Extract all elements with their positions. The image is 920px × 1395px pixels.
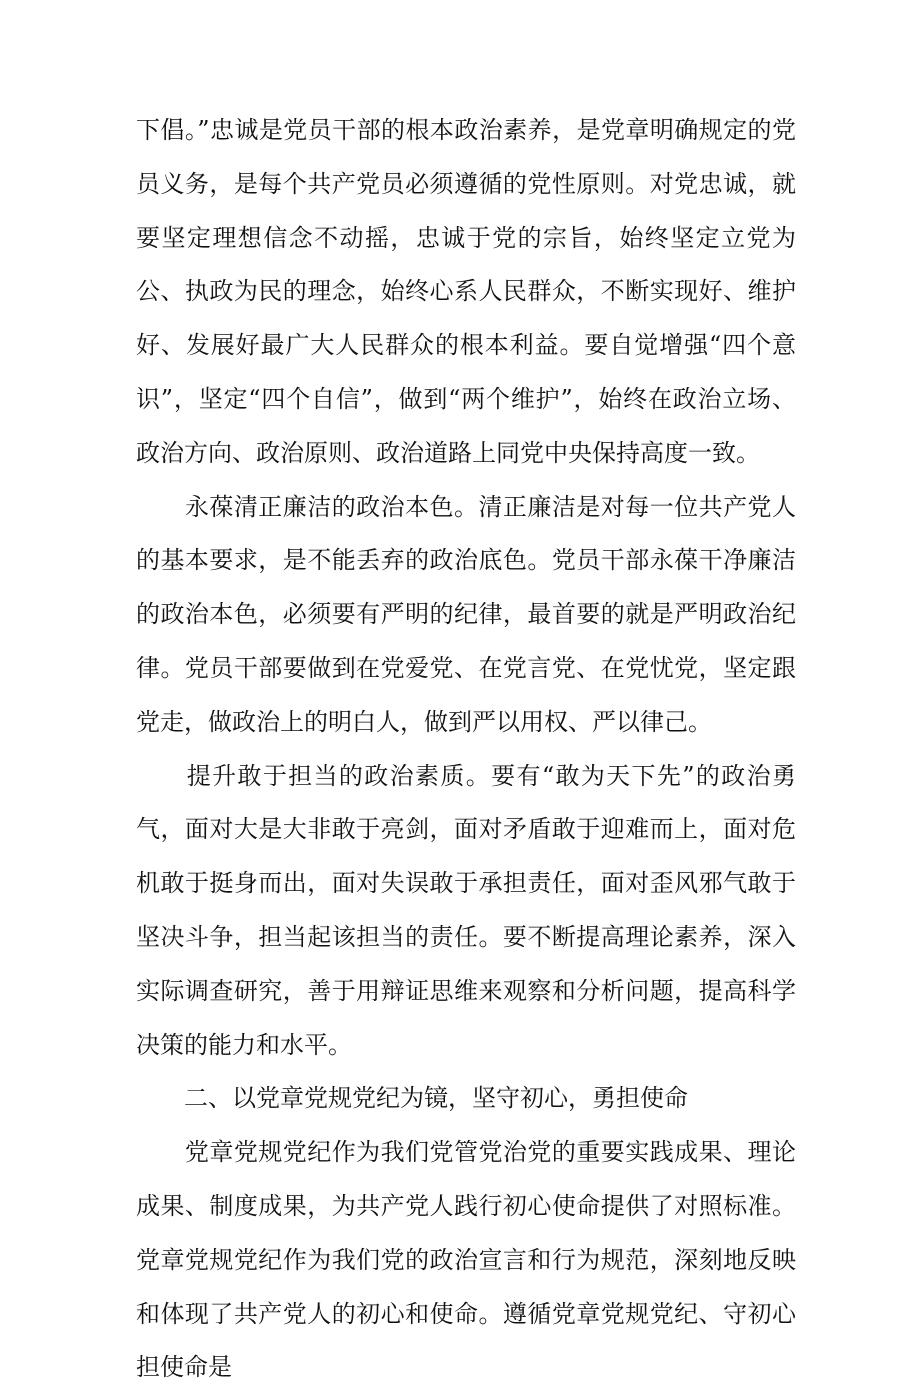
- paragraph-integrity: 永葆清正廉洁的政治本色。清正廉洁是对每一位共产党人的基本要求，是不能丢弃的政治底色。党员干部永葆干净廉洁的政治本色，必须要有严明的纪律，最首要的就是严明政治纪律。党员干部要做到在党爱党、在党言党、在党忧党，坚定跟党走，做政治上的明白人，做到严以用权、严以律己。: [136, 492, 796, 736]
- document-body: [136, 104, 796, 1395]
- paragraph-party-rules: 党章党规党纪作为我们党管党治党的重要实践成果、理论成果、制度成果，为共产党人践行初心使命提供了对照标准。党章党规党纪作为我们党的政治宣言和行为规范，深刻地反映和体现了共产党人的初心和使命。遵循党章党规党纪、守初心担使命是: [136, 1138, 796, 1382]
- paragraph-responsibility: 提升敢于担当的政治素质。要有“敢为天下先”的政治勇气，面对大是大非敢于亮剑，面对矛盾敢于迎难而上，面对危机敢于挺身而出，面对失误敢于承担责任，面对歪风邪气敢于坚决斗争，担当起该担当的责任。要不断提高理论素养，深入实际调查研究，善于用辩证思维来观察和分析问题，提高科学决策的能力和水平。: [136, 761, 796, 1059]
- section-heading-two: 二、以党章党规党纪为镜，坚守初心，勇担使命: [136, 1084, 688, 1113]
- paragraph-loyalty: 下倡。”忠诚是党员干部的根本政治素养，是党章明确规定的党员义务，是每个共产党员必须遵循的党性原则。对党忠诚，就要坚定理想信念不动摇，忠诚于党的宗旨，始终坚定立党为公、执政为民的理念，始终心系人民群众，不断实现好、维护好、发展好最广大人民群众的根本利益。要自觉增强“四个意识”，坚定“四个自信”，做到“两个维护”，始终在政治立场、政治方向、政治原则、政治道路上同党中央保持高度一致。: [136, 116, 796, 467]
